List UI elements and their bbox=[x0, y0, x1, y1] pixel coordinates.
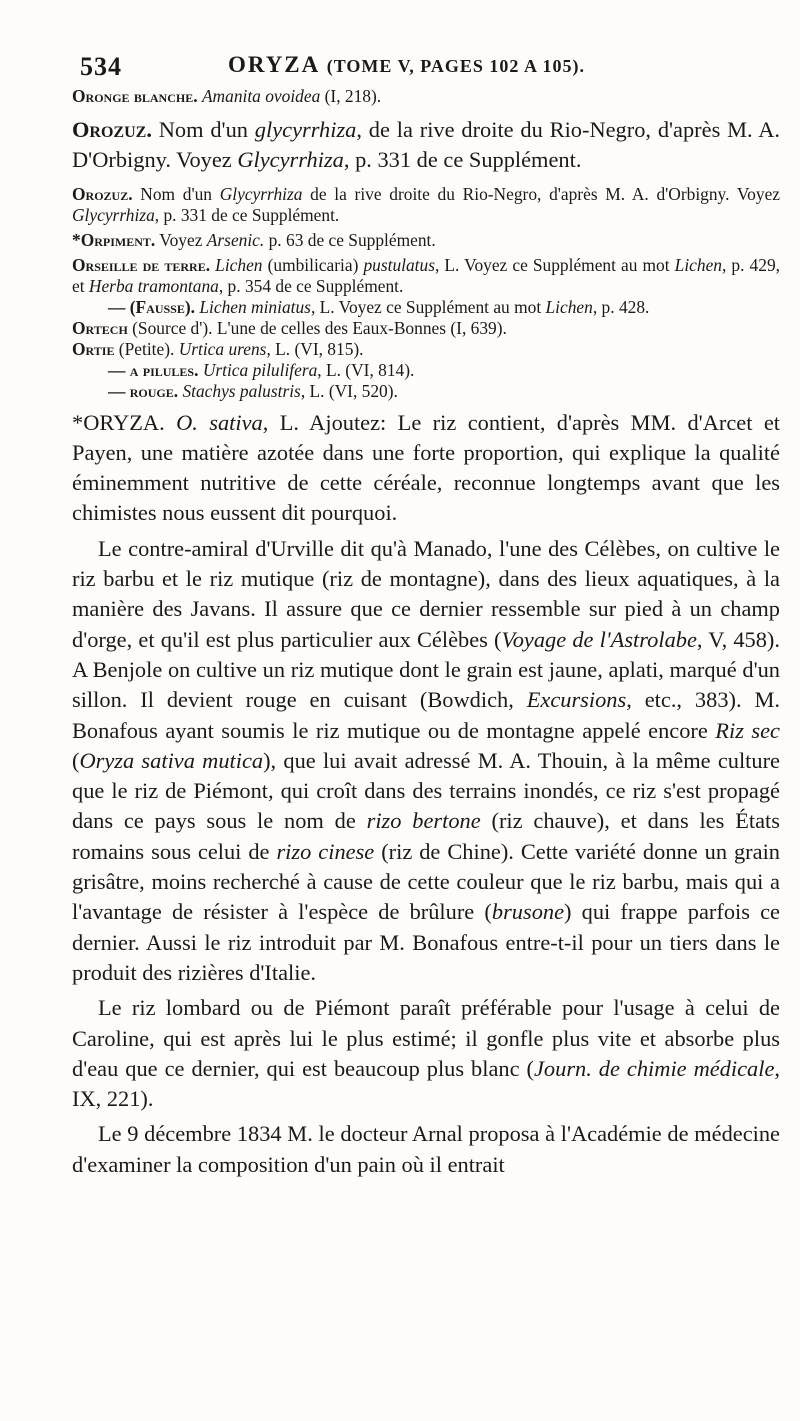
entry-term: — rouge. bbox=[108, 380, 179, 401]
entry-term: Ortie bbox=[72, 338, 115, 359]
running-header bbox=[80, 52, 770, 86]
latin-name: Amanita ovoidea bbox=[201, 86, 321, 106]
page-body bbox=[72, 86, 780, 1180]
article-heading: *ORYZA. bbox=[72, 409, 165, 435]
entry-ortech: Ortech (Source d'). L'une de celles des Eaux-Bonnes (I, 639). bbox=[72, 317, 507, 338]
article-oryza-paragraph-3: Le riz lombard ou de Piémont paraît préférable pour l'usage à celui de Caroline, qui est après lui le plus estimé; il gonfle plus vite et absorbe plus d'eau que ce dernier, qui est beaucoup plus blanc (Journ. de chimie médicale, IX, 221). bbox=[72, 995, 781, 1112]
entry-term: Orozuz. bbox=[72, 117, 152, 142]
running-title-genus: ORYZA bbox=[228, 52, 319, 77]
entry-term: *Orpiment. bbox=[72, 229, 156, 250]
entry-term: Oronge blanche. bbox=[72, 86, 198, 106]
entry-term: Ortech bbox=[72, 317, 128, 338]
page-number: 534 bbox=[80, 52, 122, 81]
entry-orozuz-small: Orozuz. Nom d'un Glycyrrhiza de la rive droite du Rio-Negro, d'après M. A. d'Orbigny. Voyez Glycyrrhiza, p. 331 de ce Supplément. bbox=[72, 183, 781, 225]
entry-ortie-rouge: — rouge. Stachys palustris, L. (VI, 520). bbox=[108, 380, 398, 401]
entry-oronge-blanche: Oronge blanche. Amanita ovoidea (I, 218). bbox=[72, 86, 382, 106]
entry-ortie-petite: Ortie (Petite). Urtica urens, L. (VI, 815). bbox=[72, 338, 364, 359]
entry-orseille-fausse: — (Fausse). Lichen miniatus, L. Voyez ce Supplément au mot Lichen, p. 428. bbox=[108, 296, 650, 317]
running-title bbox=[228, 52, 585, 78]
entry-term: Orseille de terre. bbox=[72, 254, 211, 275]
entry-term: Orozuz. bbox=[72, 183, 133, 204]
running-title-reference: (TOME V, PAGES 102 A 105). bbox=[326, 56, 585, 76]
article-oryza-paragraph-4: Le 9 décembre 1834 M. le docteur Arnal proposa à l'Académie de médecine d'examiner la composition d'un pain où il entrait bbox=[72, 1121, 780, 1177]
entry-orseille-de-terre: Orseille de terre. Lichen (umbilicaria) pustulatus, L. Voyez ce Supplément au mot Lichen, p. 429, et Herba tramontana, p. 354 de ce Supplément. bbox=[72, 254, 780, 296]
entry-term: — (Fausse). bbox=[108, 296, 195, 317]
entry-orpiment: *Orpiment. Voyez Arsenic. p. 63 de ce Supplément. bbox=[72, 229, 436, 250]
article-oryza-paragraph-1: *ORYZA. O. sativa, L. Ajoutez: Le riz contient, d'après MM. d'Arcet et Payen, une matière azotée dans une forte proportion, qui explique la qualité éminemment nutritive de cette céréale, reconnue longtemps avant que les chimistes nous eussent dit pourquoi. bbox=[72, 409, 780, 526]
entry-term: — a pilules. bbox=[108, 359, 199, 380]
article-oryza-paragraph-2: Le contre-amiral d'Urville dit qu'à Manado, l'une des Célèbes, on cultive le riz barbu et le riz mutique (riz de montagne), dans des lieux aquatiques, à la manière des Javans. Il assure que ce dernier ressemble sur pied à un champ d'orge, et qu'il est plus particulier aux Célèbes (Voyage de l'Astrolabe, V, 458). A Benjole on cultive un riz mutique dont le grain est jaune, aplati, marqué d'un sillon. Il devient rouge en cuisant (Bowdich, Excursions, etc., 383). M. Bonafous ayant soumis le riz mutique ou de montagne appelé encore Riz sec (Oryza sativa mutica), que lui avait adressé M. A. Thouin, à la même culture que le riz de Piémont, qui croît dans des terrains inondés, ce riz s'est propagé dans ce pays sous le nom de rizo bertone (riz chauve), et dans les États romains sous celui de rizo cinese (riz de Chine). Cette variété donne un grain grisâtre, moins recherché à cause de cette couleur que le riz barbu, mais qui a l'avantage de résister à l'espèce de brûlure (brusone) qui frappe parfois ce dernier. Aussi le riz introduit par M. Bonafous entre-t-il pour un tiers dans le produit des rizières d'Italie. bbox=[72, 535, 780, 985]
entry-orozuz-large: Orozuz. Nom d'un glycyrrhiza, de la rive droite du Rio-Negro, d'après M. A. D'Orbigny. Voyez Glycyrrhiza, p. 331 de ce Supplément. bbox=[72, 117, 780, 173]
entry-ortie-a-pilules: — a pilules. Urtica pilulifera, L. (VI, 814). bbox=[108, 359, 415, 380]
